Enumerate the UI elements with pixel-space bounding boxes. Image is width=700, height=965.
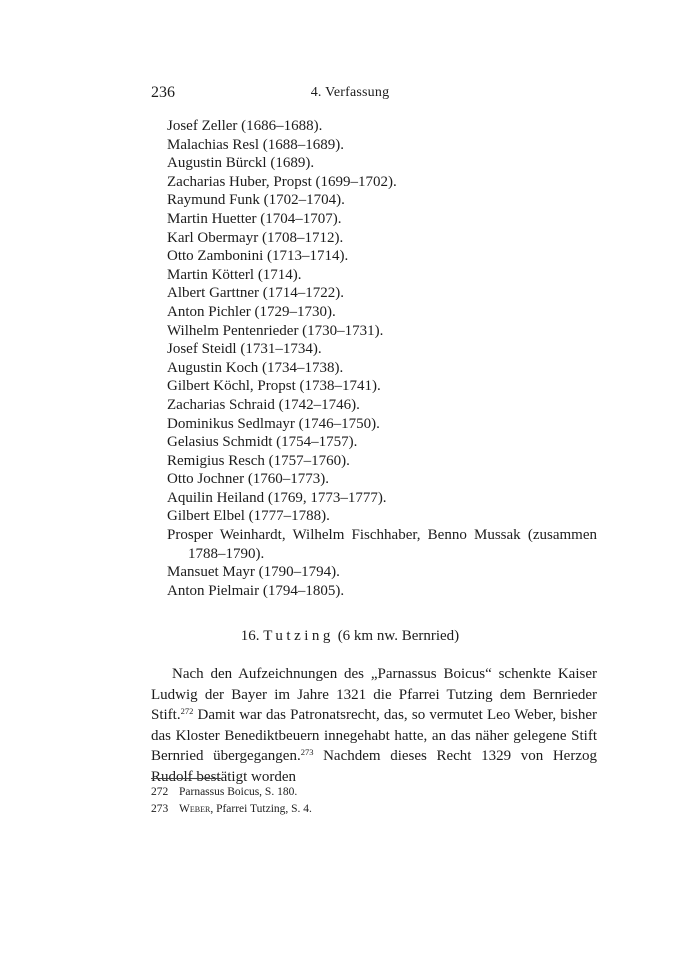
footnotes (151, 784, 312, 818)
body-text-part: Damit war das Patronatsrecht, das, so vermutet Leo Weber, bisher das Kloster Benediktbeuern innegehabt hatte, an das näher gelegene Stift Bernried übergegangen. (151, 707, 597, 765)
running-head: 4. Verfassung (310, 85, 390, 100)
footnote-text: Parnassus Boicus, S. 180. (179, 786, 298, 798)
footnote (151, 784, 312, 801)
list-item: Martin Kötterl (1714). (167, 266, 302, 283)
list-item: Otto Zambonini (1713–1714). (167, 248, 349, 265)
list-item: Augustin Koch (1734–1738). (167, 359, 344, 376)
list-item: Aquilin Heiland (1769, 1773–1777). (167, 489, 387, 506)
section-heading (0, 628, 700, 645)
list-item: Albert Garttner (1714–1722). (167, 285, 345, 302)
list-item: Zacharias Huber, Propst (1699–1702). (167, 173, 397, 190)
list-item: Karl Obermayr (1708–1712). (167, 229, 344, 246)
section-number: 16. (240, 628, 260, 644)
footnote-reference[interactable]: 273 (300, 747, 314, 758)
body-paragraph (151, 664, 597, 788)
section-name: Tutzing (263, 628, 334, 644)
list-item: Wilhelm Pentenrieder (1730–1731). (167, 322, 384, 339)
list-item: Gilbert Köchl, Propst (1738–1741). (167, 378, 381, 395)
list-item: Anton Pichler (1729–1730). (167, 303, 336, 320)
list-item: Prosper Weinhardt, Wilhelm Fischhaber, Benno Mussak (zusammen 1788–1790). (167, 527, 597, 562)
list-item: Anton Pielmair (1794–1805). (167, 582, 345, 599)
list-item: Otto Jochner (1760–1773). (167, 471, 330, 488)
footnote-number: 272 (151, 786, 169, 798)
list-item: Josef Zeller (1686–1688). (167, 118, 323, 134)
list-item: Zacharias Schraid (1742–1746). (167, 396, 360, 413)
list-item: Mansuet Mayr (1790–1794). (167, 564, 340, 581)
list-item: Malachias Resl (1688–1689). (167, 136, 345, 153)
footnote-number: 273 (151, 803, 169, 815)
list-item: Dominikus Sedlmayr (1746–1750). (167, 415, 380, 432)
provost-list (167, 117, 597, 600)
list-item: Gelasius Schmidt (1754–1757). (167, 434, 358, 451)
body-text-part: Nach den Aufzeichnungen des „Parnassus Boicus“ schenkte Kaiser Ludwig der Bayer im Jahre 1321 die Pfarrei Tutzing dem Bernrieder Stift. (151, 666, 597, 724)
footnote-text: , Pfarrei Tutzing, S. 4. (210, 803, 312, 815)
footnote-reference[interactable]: 272 (180, 706, 194, 717)
list-item: Raymund Funk (1702–1704). (167, 192, 345, 209)
list-item: Martin Huetter (1704–1707). (167, 210, 342, 227)
list-item: Gilbert Elbel (1777–1788). (167, 508, 330, 525)
footnote-divider (151, 778, 221, 779)
section-location: (6 km nw. Bernried) (337, 628, 460, 644)
footnote (151, 801, 312, 818)
list-item: Remigius Resch (1757–1760). (167, 452, 350, 469)
list-item: Augustin Bürckl (1689). (167, 155, 315, 172)
list-item: Josef Steidl (1731–1734). (167, 341, 322, 358)
body-text-part: Nachdem dieses Recht 1329 von Herzog Rudolf bestätigt worden (151, 748, 597, 785)
page-number: 236 (151, 84, 175, 101)
footnote-author: Weber (179, 803, 211, 815)
